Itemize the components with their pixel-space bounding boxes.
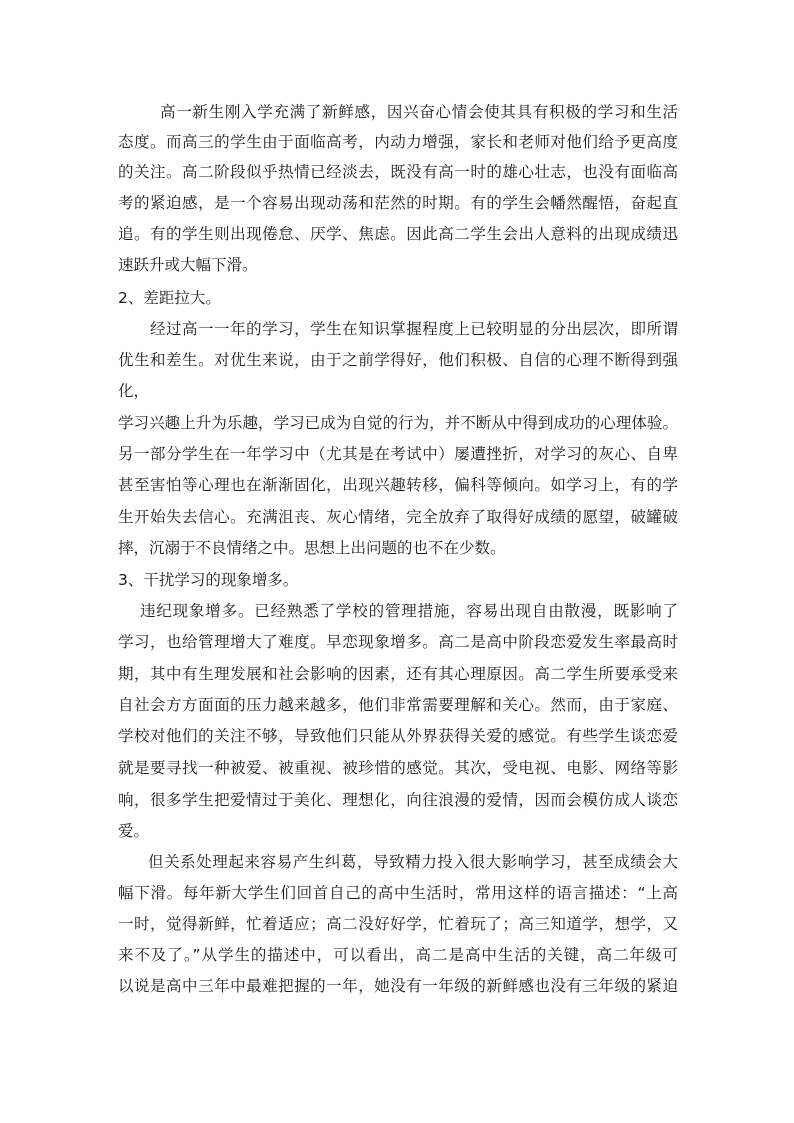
paragraph-5-line-5: 以说是高中三年中最难把握的一年，她没有一年级的新鲜感也没有三年级的紧迫 xyxy=(118,977,678,995)
paragraph-3-line-4: 生开始失去信心。充满沮丧、灰心情绪，完全放弃了取得好成绩的愿望，破罐破 xyxy=(118,508,678,526)
paragraph-2-line-2: 优生和差生。对优生来说，由于之前学得好，他们积极、自信的心理不断得到强 xyxy=(118,351,678,369)
paragraph-1-line-6: 速跃升或大幅下滑。 xyxy=(118,256,258,274)
paragraph-1-line-5: 追。有的学生则出现倦怠、厌学、焦虑。因此高二学生会出人意料的出现成绩迅 xyxy=(118,225,678,243)
paragraph-3-line-5: 摔，沉溺于不良情绪之中。思想上出问题的也不在少数。 xyxy=(118,539,506,557)
paragraph-3-line-1: 学习兴趣上升为乐趣，学习已成为自觉的行为，并不断从中得到成功的心理体验。 xyxy=(118,414,678,432)
paragraph-4-line-7: 响，很多学生把爱情过于美化、理想化，向往浪漫的爱情，因而会模仿成人谈恋 xyxy=(118,791,678,809)
paragraph-4-line-4: 自社会方方面面的压力越来越多，他们非常需要理解和关心。然而，由于家庭、 xyxy=(118,696,678,714)
paragraph-4-line-6: 就是要寻找一种被爱、被重视、被珍惜的感觉。其次，受电视、电影、网络等影 xyxy=(118,759,678,777)
paragraph-5-line-3: 一时，觉得新鲜，忙着适应；高二没好好学，忙着玩了；高三知道学，想学，又 xyxy=(118,915,678,933)
paragraph-2-line-1: 经过高一一年的学习，学生在知识掌握程度上已较明显的分出层次，即所谓 xyxy=(150,320,678,338)
section-heading-3: 3、干扰学习的现象增多。 xyxy=(118,571,299,589)
paragraph-5-line-1: 但关系处理起来容易产生纠葛，导致精力投入很大影响学习，甚至成绩会大 xyxy=(148,853,678,871)
section-heading-2: 2、差距拉大。 xyxy=(118,289,221,307)
paragraph-5-line-4: 来不及了。”从学生的描述中，可以看出，高二是高中生活的关键，高二年级可 xyxy=(118,946,678,964)
paragraph-1-line-4: 考的紧迫感，是一个容易出现动荡和茫然的时期。有的学生会幡然醒悟，奋起直 xyxy=(118,194,678,212)
paragraph-1-line-1: 高一新生刚入学充满了新鲜感，因兴奋心情会使其具有积极的学习和生活 xyxy=(160,103,678,121)
paragraph-5-line-2: 幅下滑。每年新大学生们回首自己的高中生活时，常用这样的语言描述：“上高 xyxy=(118,884,678,902)
paragraph-4-line-8: 爱。 xyxy=(118,822,150,840)
paragraph-4-line-1: 违纪现象增多。已经熟悉了学校的管理措施，容易出现自由散漫，既影响了 xyxy=(140,602,678,620)
paragraph-2-line-3: 化， xyxy=(118,382,150,400)
paragraph-3-line-3: 甚至害怕等心理也在渐渐固化，出现兴趣转移，偏科等倾向。如学习上，有的学 xyxy=(118,476,678,494)
paragraph-3-line-2: 另一部分学生在一年学习中（尤其是在考试中）屡遭挫折，对学习的灰心、自卑 xyxy=(118,445,678,463)
paragraph-1-line-2: 态度。而高三的学生由于面临高考，内动力增强，家长和老师对他们给予更高度 xyxy=(118,133,678,151)
paragraph-1-line-3: 的关注。高二阶段似乎热情已经淡去，既没有高一时的雄心壮志，也没有面临高 xyxy=(118,163,678,181)
paragraph-4-line-3: 期，其中有生理发展和社会影响的因素，还有其心理原因。高二学生所要承受来 xyxy=(118,665,678,683)
paragraph-4-line-5: 学校对他们的关注不够，导致他们只能从外界获得关爱的感觉。有些学生谈恋爱 xyxy=(118,727,678,745)
paragraph-4-line-2: 学习，也给管理增大了难度。早恋现象增多。高二是高中阶段恋爱发生率最高时 xyxy=(118,633,678,651)
